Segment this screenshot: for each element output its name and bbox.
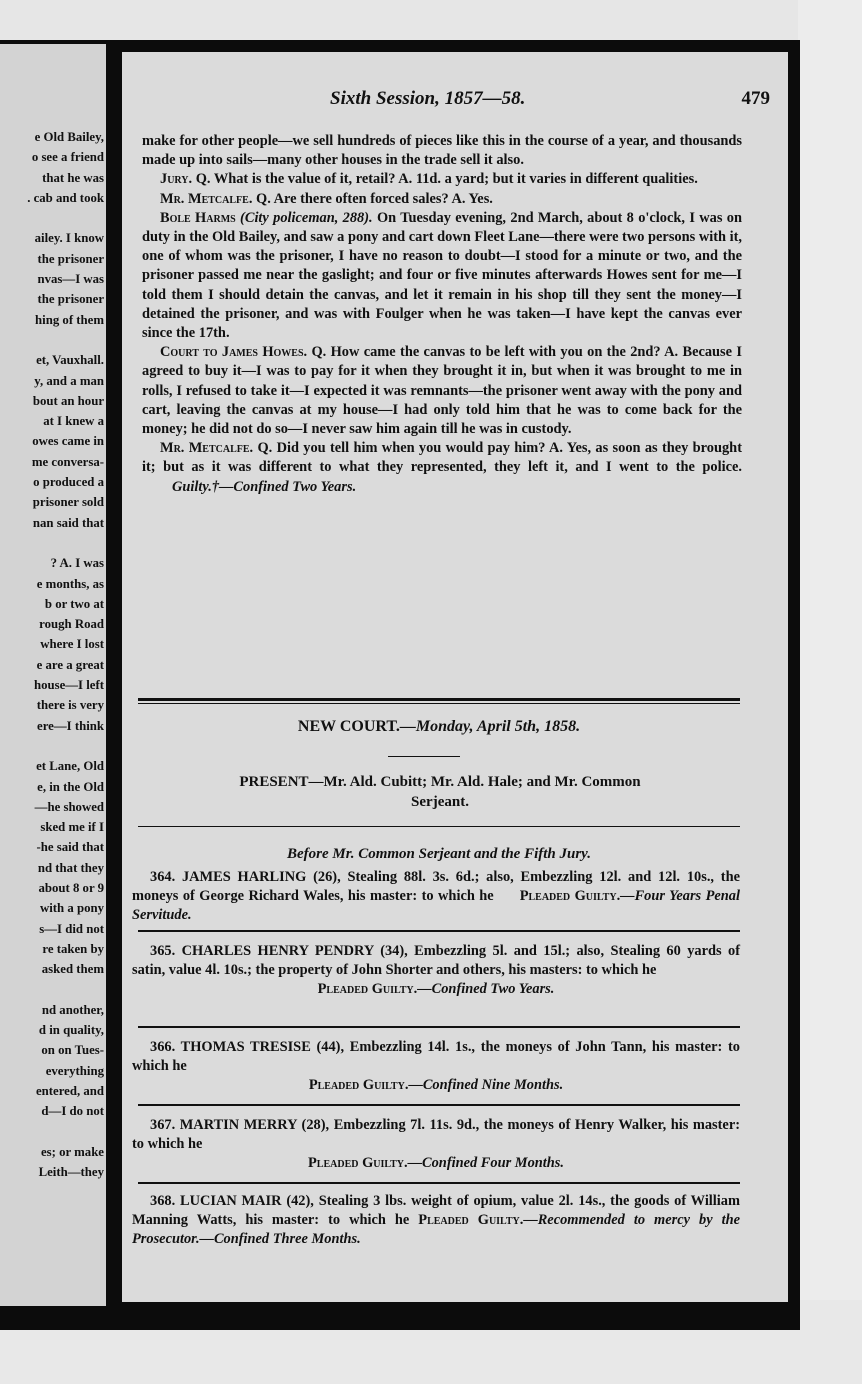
facing-page-line: e months, as: [36, 576, 104, 591]
testimony-text: [142, 132, 742, 497]
facing-page-line: Leith—they: [38, 1165, 104, 1180]
facing-page-line: sked me if I: [40, 820, 104, 835]
facing-page-line: -he said that: [36, 840, 104, 855]
speaker: Court to James Howes.: [160, 344, 308, 361]
facing-page-line: [0, 533, 104, 553]
facing-page-line: et Lane, Old: [36, 759, 104, 774]
running-head: Sixth Session, 1857—58.: [330, 88, 526, 109]
facing-page-line: et, Vauxhall.: [36, 353, 104, 368]
case-entry: 365. CHARLES HENRY PENDRY (34), Embezzling 5l. and 15l.; also, Stealing 60 yards of satin, value 4l. 10s.; the property of John Shorter and others, his masters: to which he Pleaded Guilty.—Confined Two Years.: [132, 943, 740, 997]
case-rule: [138, 1182, 740, 1184]
facing-page-line: rough Road: [39, 617, 104, 632]
facing-page-line: about 8 or 9: [38, 880, 104, 895]
case-rule: [138, 1026, 740, 1028]
section-rule: [138, 698, 740, 701]
case-rule: [138, 1104, 740, 1106]
facing-page-line: nd that they: [37, 860, 104, 875]
facing-page-line: d in quality,: [38, 1023, 104, 1038]
facing-page-line: b or two at: [44, 596, 104, 611]
document-page: [122, 52, 788, 1302]
facing-page-line: e are a great: [36, 657, 104, 672]
verdict: Guilty.†—Confined Two Years.: [172, 478, 357, 495]
case-entry: 367. MARTIN MERRY (28), Embezzling 7l. 11s. 9d., the moneys of Henry Walker, his master: to which he Pleaded Guilty.—Confined Four Months.: [132, 1117, 740, 1171]
speaker: Bole Harms: [160, 209, 236, 226]
page-number: 479: [741, 88, 770, 109]
facing-page-line: on on Tues-: [41, 1043, 104, 1058]
facing-page-line: ? A. I was: [50, 556, 104, 571]
facing-page-line: [0, 1122, 104, 1142]
facing-page-line: me conversa-: [31, 454, 104, 469]
case-entry: 364. JAMES HARLING (26), Stealing 88l. 3s. 6d.; also, Embezzling 12l. and 12l. 10s., the moneys of George Richard Wales, his master: to which he Pleaded Guilty.—Four Years Penal Servitude.: [132, 869, 740, 923]
speaker: Mr. Metcalfe.: [160, 190, 253, 207]
facing-page-line: there is very: [36, 698, 104, 713]
facing-page-line: e, in the Old: [37, 779, 104, 794]
divider-rule: [138, 826, 740, 827]
facing-page-line: the prisoner: [37, 251, 104, 266]
facing-page-line: with a pony: [39, 901, 104, 916]
facing-page-line: es; or make: [40, 1144, 104, 1159]
facing-page-line: prisoner sold: [32, 495, 104, 510]
testimony-paragraph: Mr. Metcalfe. Q. Did you tell him when you would pay him? A. Yes, as soon as they brought it; but as it was different to what they represented, they left it, and I went to the police. Guilty.†—Confined Two Years.: [142, 440, 742, 495]
testimony-paragraph: Bole Harms (City policeman, 288). On Tuesday evening, 2nd March, about 8 o'clock, I was on duty in the Old Bailey, and saw a pony and cart down Fleet Lane—there were two persons with it, one of whom was the prisoner, I have no reason to doubt—I stood for a minute or two, and the prisoner passed me near the gaslight; and four or five minutes afterwards Howes sent for me—I told them I should detain the canvas, and let it remain in his shop till they sent the money—I detained the prisoner, and was with Foulger when he was taken—I have kept the canvas ever since the 17th.: [142, 209, 742, 342]
facing-page-line: re taken by: [42, 941, 104, 956]
facing-page-line: o produced a: [33, 475, 104, 490]
facing-page-fragment: [0, 44, 106, 1306]
facing-page-line: o see a friend: [31, 150, 104, 165]
page-header: [122, 88, 770, 112]
testimony-paragraph: Court to James Howes. Q. How came the canvas to be left with you on the 2nd? A. Because I agreed to buy it—I was to pay for it when they brought it in, but when it was brought to me in rolls, I refused to take it—I expected it was remnants—the prisoner went away with the pony and cart, leaving the canvas at my house—I had only told him that he was to come back for the money; he did not do so—I never saw him again till he was in custody.: [142, 344, 742, 438]
facing-page-line: [0, 330, 104, 350]
facing-page-line: [0, 979, 104, 999]
court-title: NEW COURT.—Monday, April 5th, 1858.: [297, 718, 581, 735]
facing-page-line: y, and a man: [34, 373, 104, 388]
case-entry: 368. LUCIAN MAIR (42), Stealing 3 lbs. weight of opium, value 2l. 14s., the goods of William Manning Watts, his master: to which he Pleaded Guilty.—Recommended to mercy by the Prosecutor.—Confined Three Months.: [132, 1193, 740, 1247]
section-rule-thin: [138, 703, 740, 704]
facing-page-line: nvas—I was: [37, 272, 104, 287]
facing-page-line: e Old Bailey,: [34, 130, 104, 144]
speaker: Jury.: [160, 171, 193, 188]
facing-page-line: —he showed: [34, 799, 104, 814]
facing-page-line: ailey. I know: [34, 231, 104, 246]
short-rule: [388, 756, 460, 757]
court-present: PRESENT—Mr. Ald. Cubitt; Mr. Ald. Hale; and Mr. Common Serjeant.: [239, 774, 641, 810]
facing-page-line: nan said that: [32, 515, 104, 530]
facing-page-line: ere—I think: [37, 718, 104, 733]
case-rule: [138, 930, 740, 932]
facing-page-line: d—I do not: [41, 1104, 104, 1119]
testimony-paragraph: make for other people—we sell hundreds of pieces like this in the course of a year, and thousands made up into sails—many other houses in the trade sell it also.: [142, 133, 742, 169]
testimony-paragraph: Mr. Metcalfe. Q. Are there often forced sales? A. Yes.: [160, 190, 493, 207]
facing-page-line: [0, 208, 104, 228]
facing-page-line: the prisoner: [37, 292, 104, 307]
facing-page-line: at I knew a: [43, 414, 104, 429]
case-entry: 366. THOMAS TRESISE (44), Embezzling 14l. 1s., the moneys of John Tann, his master: to which he Pleaded Guilty.—Confined Nine Months.: [132, 1039, 740, 1093]
facing-page-text: [0, 127, 104, 1182]
facing-page-line: . cab and took: [27, 190, 104, 205]
facing-page-line: [0, 736, 104, 756]
facing-page-line: hing of them: [35, 312, 104, 327]
facing-page-line: everything: [45, 1063, 104, 1078]
facing-page-line: that he was: [42, 170, 104, 185]
scan-right-margin: [798, 0, 862, 1384]
facing-page-line: owes came in: [32, 434, 104, 449]
facing-page-line: entered, and: [35, 1083, 104, 1098]
facing-page-line: bout an hour: [32, 393, 104, 408]
facing-page-line: asked them: [41, 962, 104, 977]
facing-page-line: where I lost: [40, 637, 104, 652]
testimony-paragraph: Jury. Q. What is the value of it, retail? A. 11d. a yard; but it varies in different qualities.: [160, 171, 698, 188]
speaker: Mr. Metcalfe.: [160, 440, 254, 457]
jury-line: Before Mr. Common Serjeant and the Fifth Jury.: [286, 846, 592, 862]
facing-page-line: s—I did not: [39, 921, 104, 936]
facing-page-line: house—I left: [33, 678, 104, 693]
facing-page-line: nd another,: [41, 1002, 104, 1017]
